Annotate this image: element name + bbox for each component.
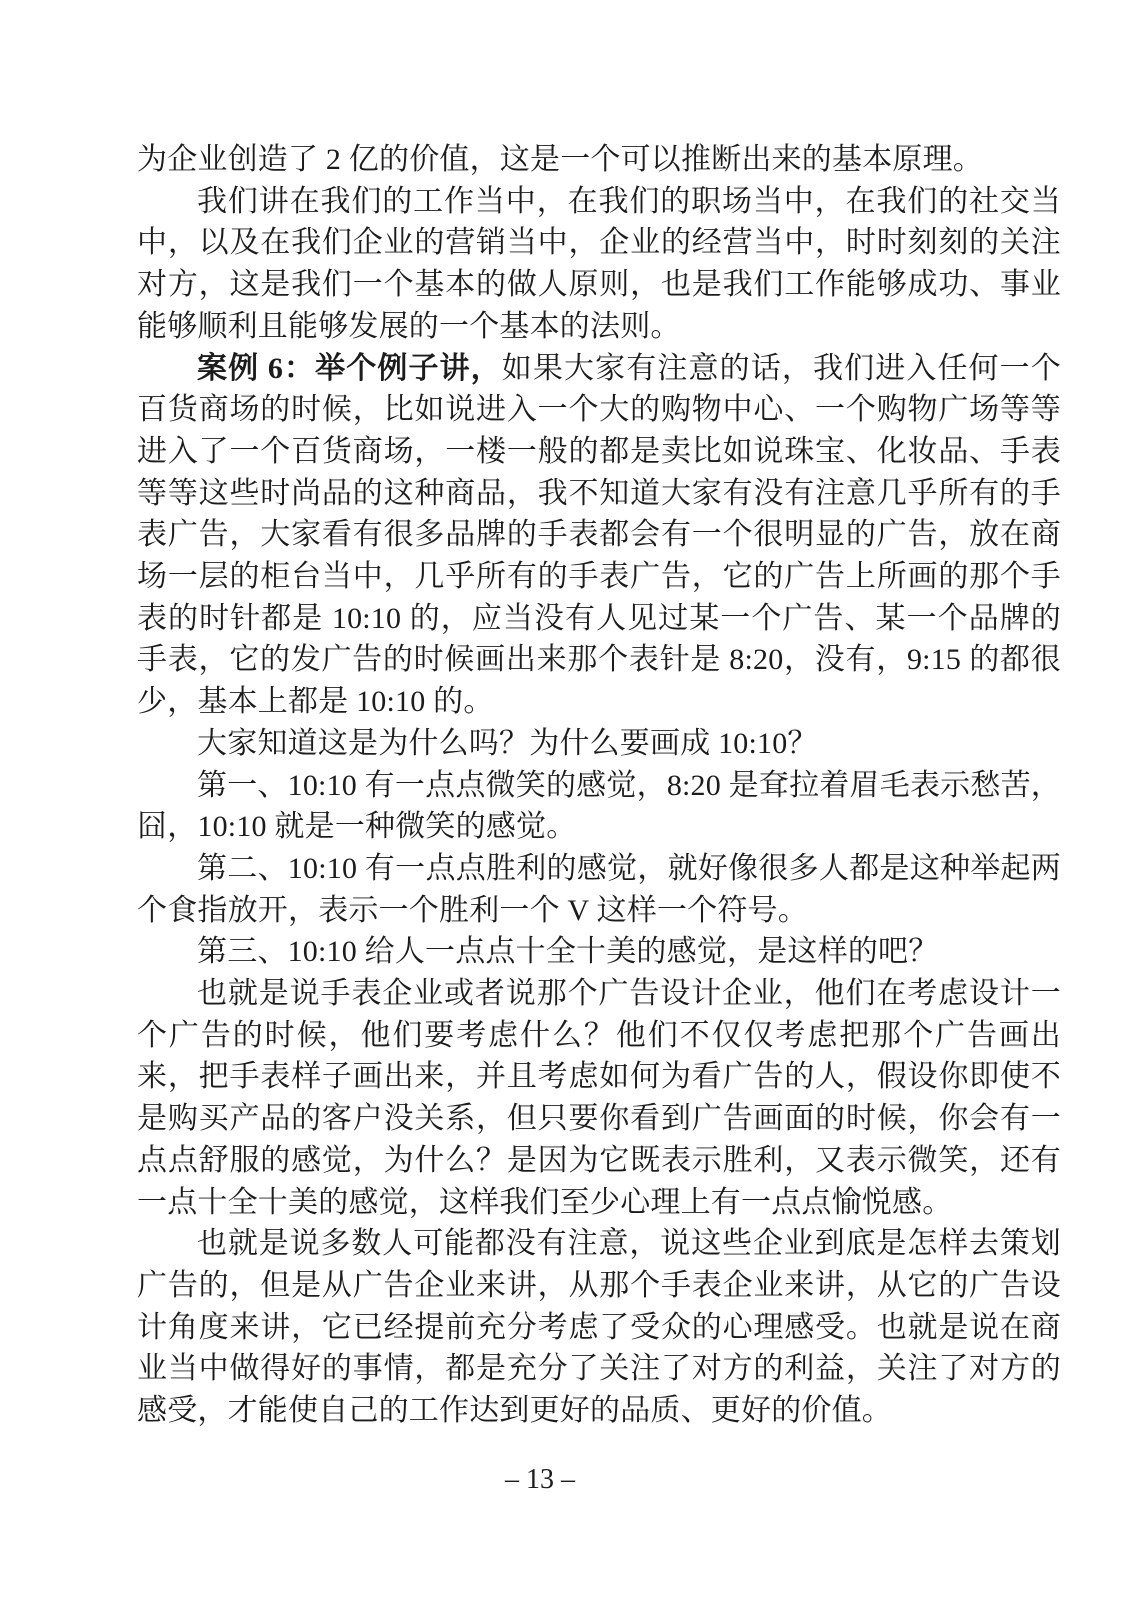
paragraph xyxy=(137,931,1061,973)
paragraph xyxy=(137,723,1061,765)
paragraph-text: 如果大家有注意的话，我们进入任何一个百货商场的时候，比如说进入一个大的购物中心、一个购物广场等等进入了一个百货商场，一楼一般的都是卖比如说珠宝、化妆品、手表等等这些时尚品的这种商品，我不知道大家有没有注意几乎所有的手表广告，大家看有很多品牌的手表都会有一个很明显的广告，放在商场一层的柜台当中，几乎所有的手表广告，它的广告上所画的那个手表的时针都是 10:10 的，应当没有人见过某一个广告、某一个品牌的手表，它的发广告的时候画出来那个表针是 8:20，没有，9:15 的都很少，基本上都是 10:10 的。 xyxy=(137,351,1061,719)
text-block xyxy=(137,139,1061,1432)
case-heading-bold: 案例 6：举个例子讲， xyxy=(197,351,502,385)
paragraph-text: 大家知道这是为什么吗？为什么要画成 10:10？ xyxy=(197,726,818,760)
page-number: – 13 – xyxy=(505,1464,575,1495)
paragraph xyxy=(137,765,1061,848)
paragraph-text: 我们讲在我们的工作当中，在我们的职场当中，在我们的社交当中，以及在我们企业的营销当中，企业的经营当中，时时刻刻的关注对方，这是我们一个基本的做人原则，也是我们工作能够成功、事业能够顺利且能够发展的一个基本的法则。 xyxy=(137,184,1061,343)
paragraph xyxy=(137,348,1061,723)
paragraph xyxy=(137,848,1061,931)
paragraph-text: 也就是说多数人可能都没有注意，说这些企业到底是怎样去策划广告的，但是从广告企业来讲，从那个手表企业来讲，从它的广告设计角度来讲，它已经提前充分考虑了受众的心理感受。也就是说在商业当中做得好的事情，都是充分了关注了对方的利益，关注了对方的感受，才能使自己的工作达到更好的品质、更好的价值。 xyxy=(137,1227,1061,1428)
paragraph-text: 第三、10:10 给人一点点十全十美的感觉，是这样的吧？ xyxy=(197,935,939,969)
paragraph-text: 为企业创造了 2 亿的价值，这是一个可以推断出来的基本原理。 xyxy=(137,143,983,176)
paragraph xyxy=(137,973,1061,1223)
paragraph xyxy=(137,139,1061,181)
paragraph-text: 也就是说手表企业或者说那个广告设计企业，他们在考虑设计一个广告的时候，他们要考虑什么？他们不仅仅考虑把那个广告画出来，把手表样子画出来，并且考虑如何为看广告的人，假设你即使不是购买产品的客户没关系，但只要你看到广告画面的时候，你会有一点点舒服的感觉，为什么？是因为它既表示胜利，又表示微笑，还有一点十全十美的感觉，这样我们至少心理上有一点点愉悦感。 xyxy=(137,977,1061,1219)
paragraph-text: 第二、10:10 有一点点胜利的感觉，就好像很多人都是这种举起两个食指放开，表示一个胜利一个 V 这样一个符号。 xyxy=(137,851,1061,927)
paragraph xyxy=(137,181,1061,348)
paragraph xyxy=(137,1223,1061,1432)
paragraph-text: 第一、10:10 有一点点微笑的感觉，8:20 是耷拉着眉毛表示愁苦，囧，10:10 就是一种微笑的感觉。 xyxy=(137,768,1061,844)
